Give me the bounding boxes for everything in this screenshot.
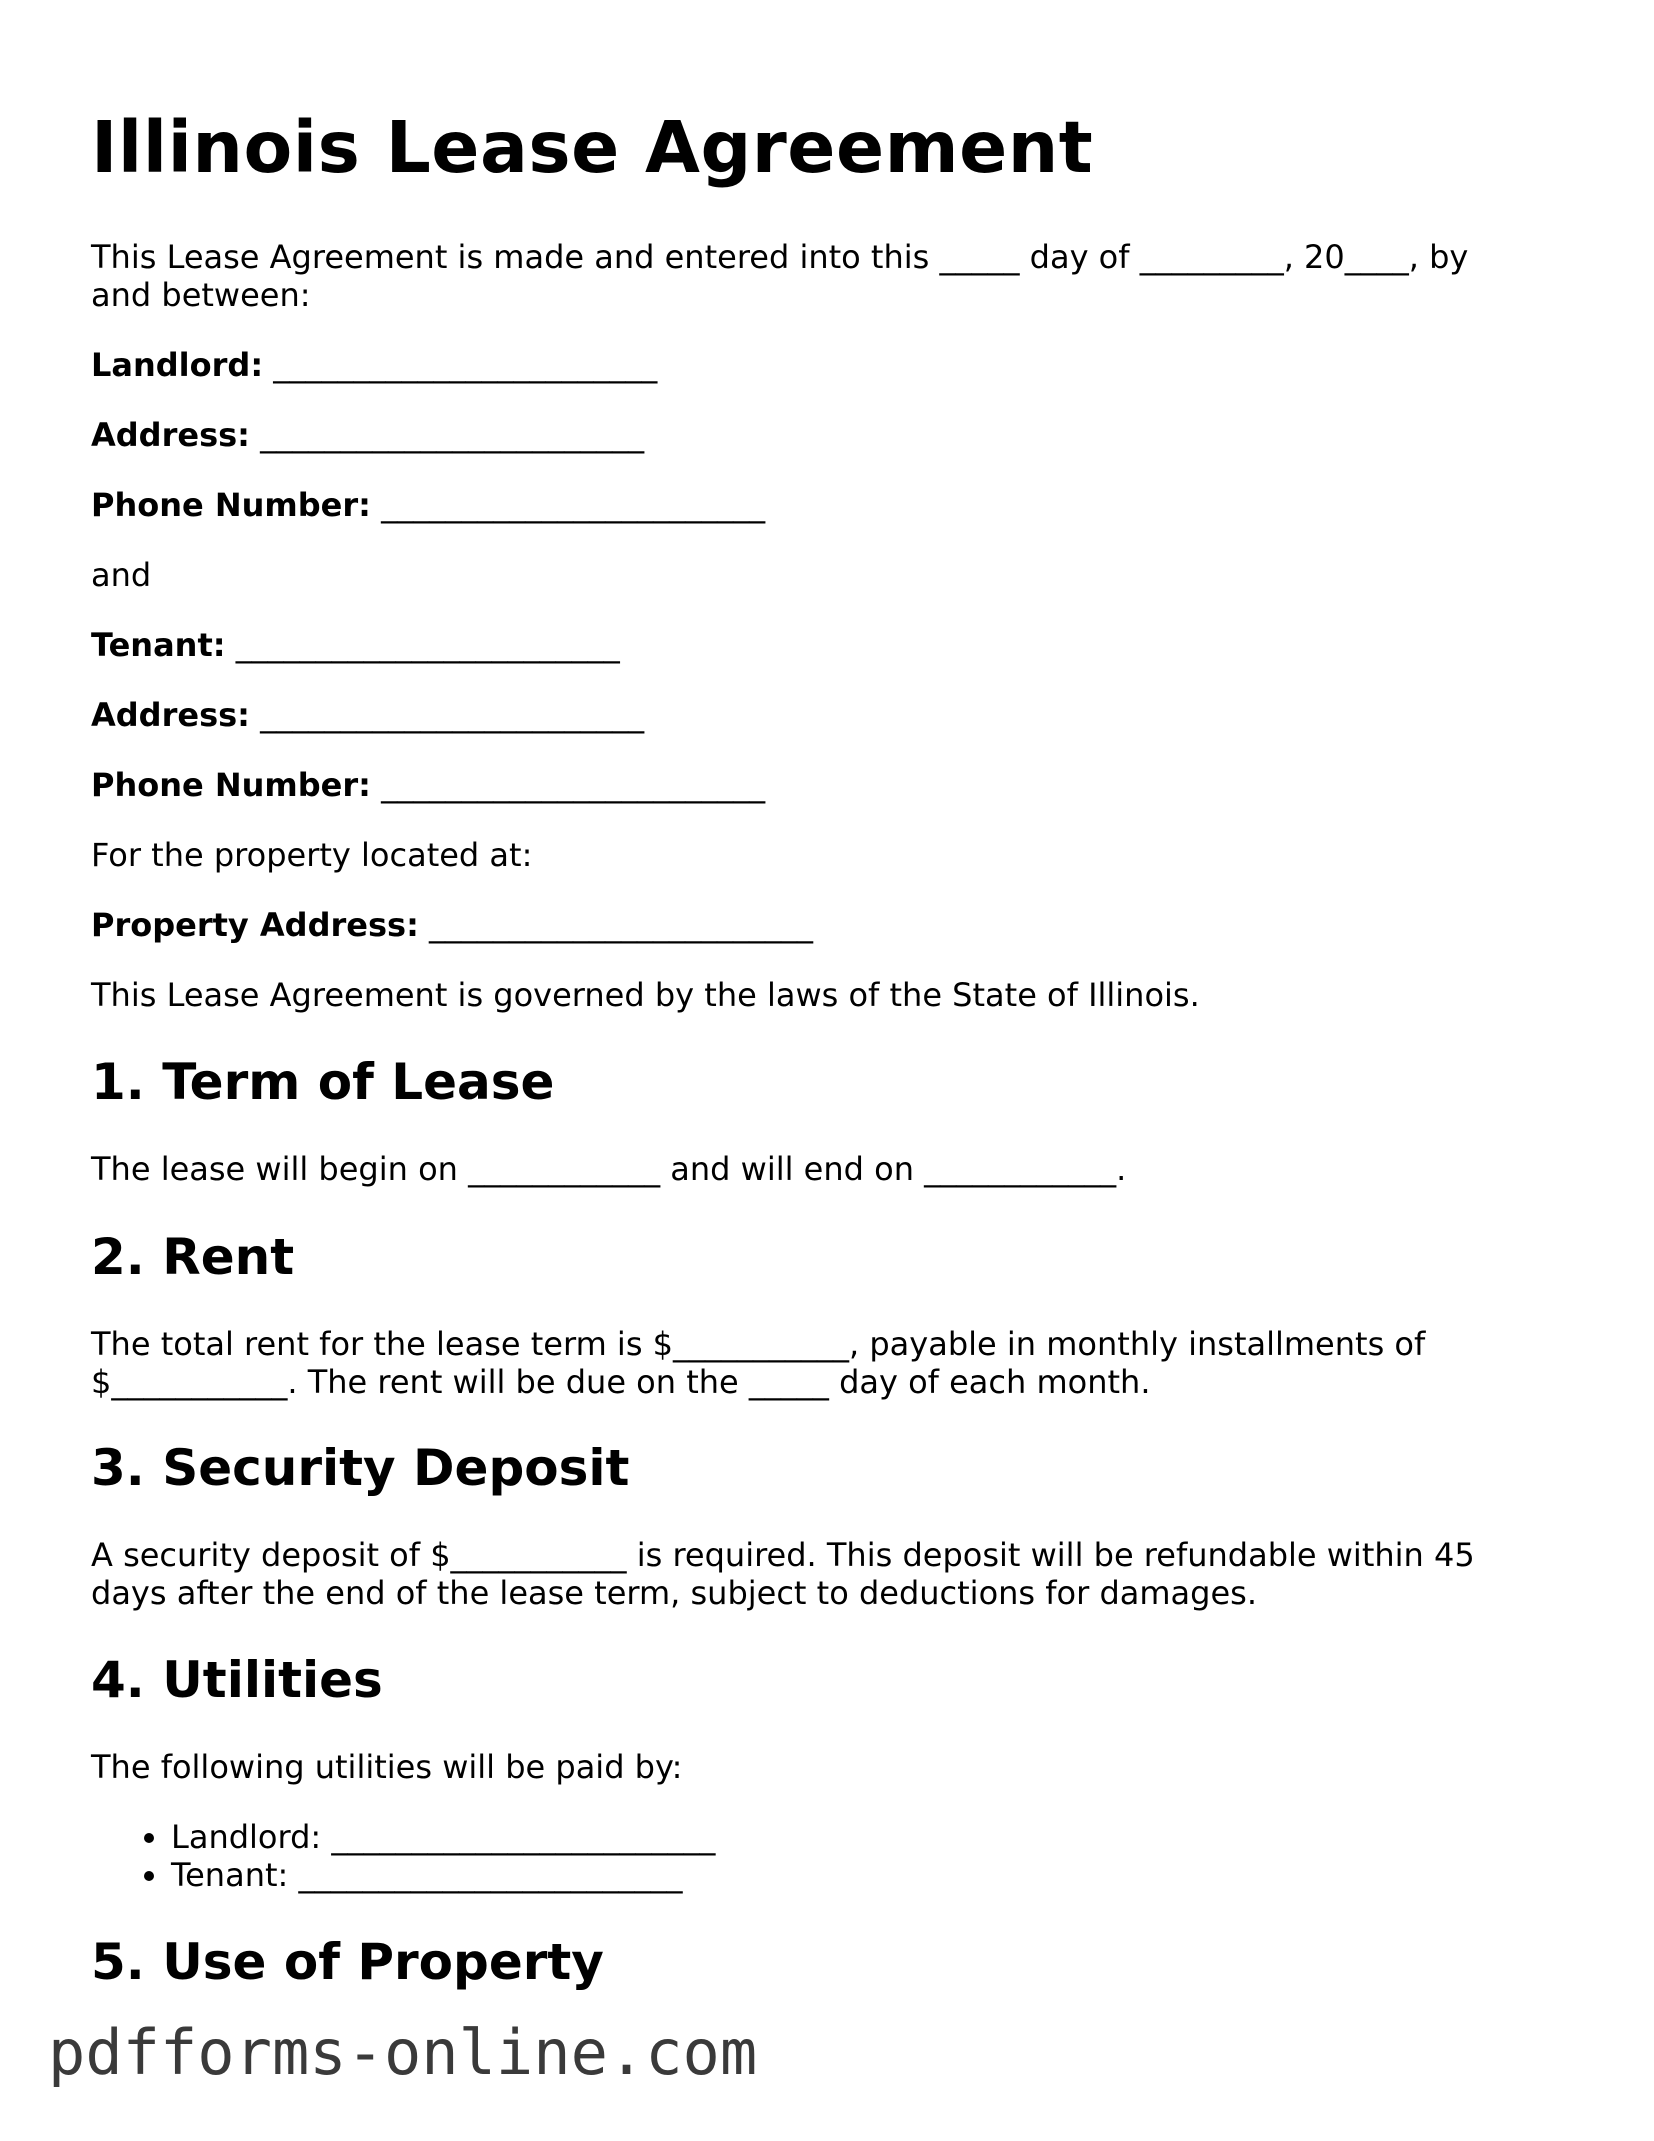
utilities-intro: The following utilities will be paid by: [91, 1748, 683, 1786]
and-text: and [91, 556, 152, 594]
tenant-address-field [91, 696, 644, 734]
tenant-phone-field [91, 766, 765, 804]
intro-line-1: This Lease Agreement is made and entered into this _____ day of _________, 20____, by [91, 238, 1469, 276]
tenant-name-field [91, 626, 620, 664]
tenant-address-blank: ________________________ [260, 696, 645, 734]
property-address-label: Property Address: [91, 906, 419, 944]
term-text: The lease will begin on ____________ and will end on ____________. [91, 1150, 1127, 1188]
landlord-address-blank: ________________________ [260, 416, 645, 454]
landlord-phone-label: Phone Number: [91, 486, 371, 524]
governing-law-text: This Lease Agreement is governed by the laws of the State of Illinois. [91, 976, 1200, 1014]
rent-text-line-1: The total rent for the lease term is $___________, payable in monthly installments of [91, 1325, 1426, 1363]
utilities-item-tenant: • Tenant: ________________________ [171, 1856, 715, 1894]
utilities-list [91, 1818, 715, 1894]
tenant-phone-label: Phone Number: [91, 766, 371, 804]
utilities-item-landlord: • Landlord: ________________________ [171, 1818, 715, 1856]
section-heading-utilities: 4. Utilities [91, 1651, 383, 1709]
section-heading-term: 1. Term of Lease [91, 1053, 555, 1111]
tenant-phone-blank: ________________________ [381, 766, 766, 804]
tenant-name-label: Tenant: [91, 626, 226, 664]
deposit-text-line-1: A security deposit of $___________ is required. This deposit will be refundable within 45 [91, 1536, 1475, 1574]
landlord-phone-field [91, 486, 765, 524]
watermark: pdfforms-online.com [48, 2016, 758, 2089]
deposit-text-line-2: days after the end of the lease term, subject to deductions for damages. [91, 1574, 1257, 1612]
landlord-phone-blank: ________________________ [381, 486, 766, 524]
section-heading-rent: 2. Rent [91, 1228, 295, 1286]
landlord-name-blank: ________________________ [273, 346, 658, 384]
property-intro: For the property located at: [91, 836, 533, 874]
document-title: Illinois Lease Agreement [91, 106, 1094, 189]
landlord-name-field [91, 346, 657, 384]
landlord-name-label: Landlord: [91, 346, 264, 384]
landlord-address-label: Address: [91, 416, 250, 454]
property-address-field [91, 906, 813, 944]
intro-line-2: and between: [91, 276, 311, 314]
tenant-address-label: Address: [91, 696, 250, 734]
section-heading-use: 5. Use of Property [91, 1933, 604, 1991]
property-address-blank: ________________________ [429, 906, 814, 944]
rent-text-line-2: $___________. The rent will be due on the _____ day of each month. [91, 1363, 1151, 1401]
section-heading-deposit: 3. Security Deposit [91, 1439, 630, 1497]
landlord-address-field [91, 416, 644, 454]
tenant-name-blank: ________________________ [235, 626, 620, 664]
